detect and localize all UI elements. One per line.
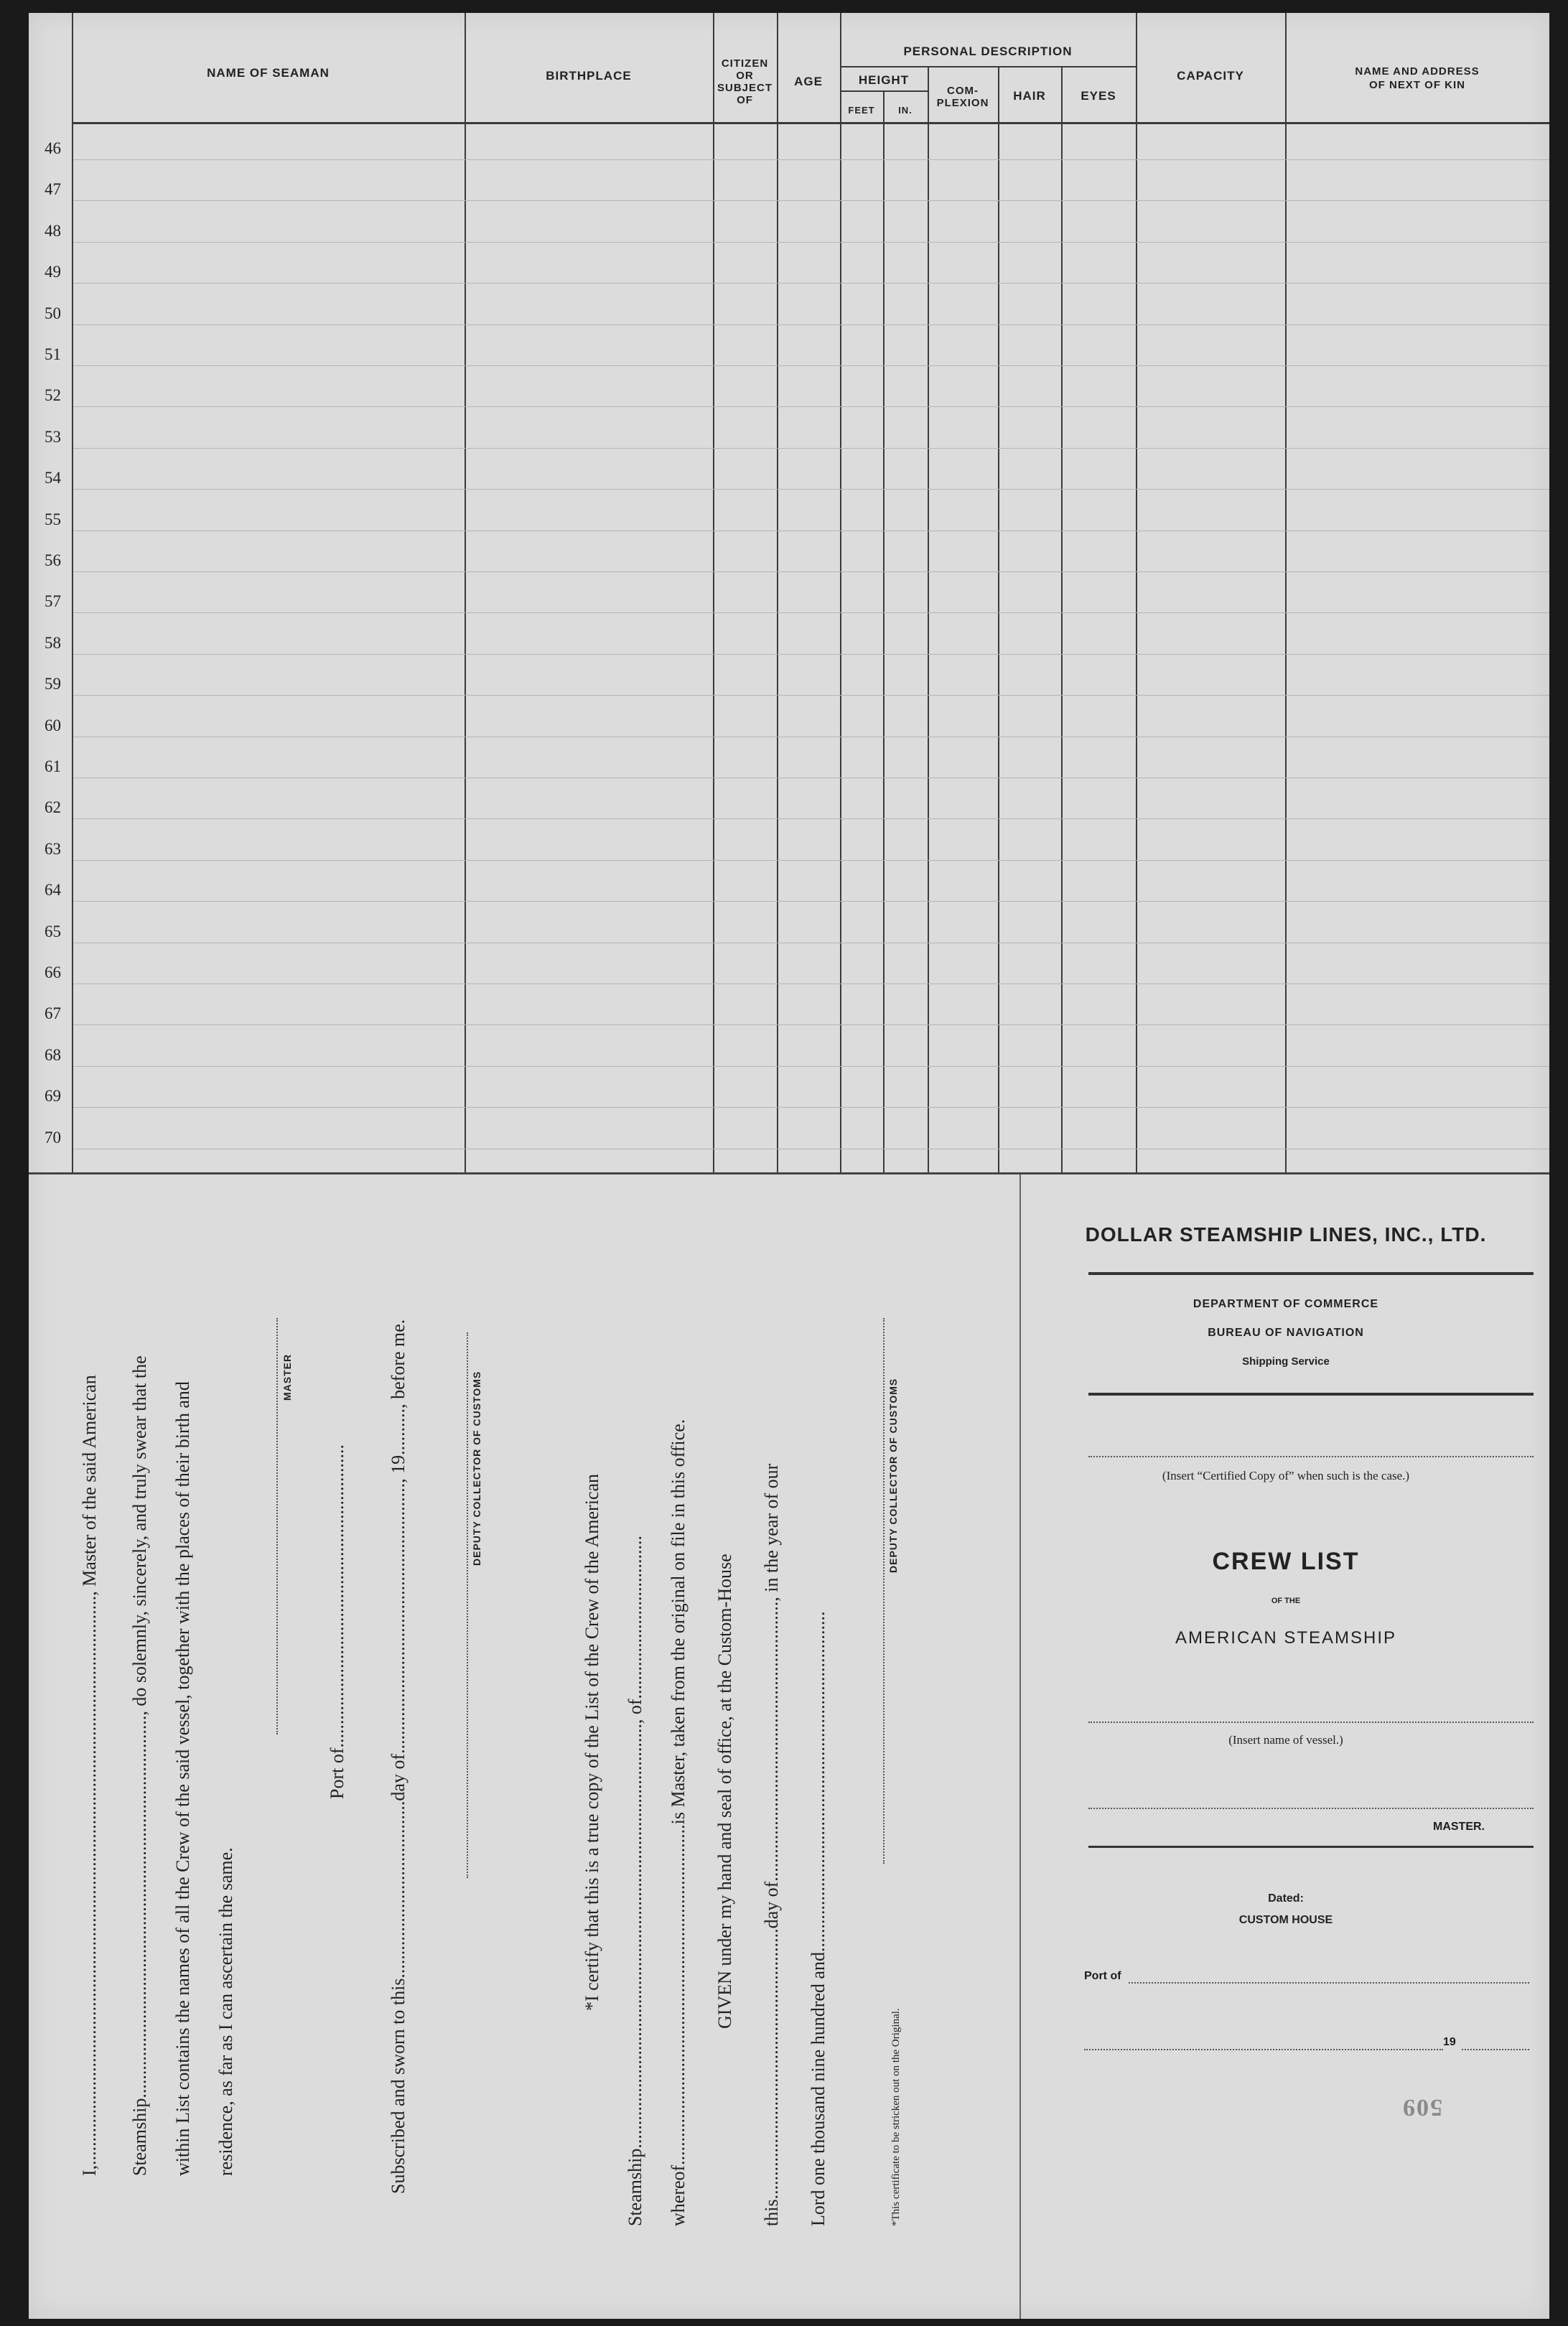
row-number: 69 [45,1087,61,1106]
dated-label: Dated: [1268,1892,1304,1905]
bureau-label: BUREAU OF NAVIGATION [1208,1327,1364,1339]
row-rule [73,159,1549,160]
row-number: 51 [45,345,61,363]
row-number: 64 [45,881,61,900]
vessel-name-line [1088,1722,1534,1723]
row-rule [73,818,1549,819]
row-number: 66 [45,963,61,981]
row-rule [73,1024,1549,1025]
header-hair: HAIR [1013,89,1046,103]
row-number: 68 [45,1045,61,1064]
row-number: 63 [45,839,61,858]
master-name-line [1088,1808,1534,1809]
port-of-line [1129,1982,1529,1984]
row-number: 56 [45,551,61,569]
row-number: 52 [45,386,61,405]
oath-line-3: within List contains the names of all the Crew of the said vessel, together with the places of their birth and [172,1381,193,2176]
row-number: 47 [45,180,61,199]
oath-line-1: I,.........................................................................................................................., Master of the said American [79,1375,100,2176]
row-rule [73,695,1549,696]
archive-stamp-number: 509 [1401,2094,1442,2121]
insert-certified-note: (Insert “Certified Copy of” when such is the case.) [1162,1469,1410,1482]
row-rule [73,448,1549,449]
oath-line-4: residence, as far as I can ascertain the same. [215,1847,236,2176]
document-page [29,13,1549,2319]
deputy-signature-line-2 [883,1318,885,1864]
port-of-line: Port of................................................................. [327,1444,347,1799]
year-line [1462,2049,1529,2050]
row-number: 65 [45,922,61,940]
row-number: 60 [45,716,61,734]
row-number: 58 [45,633,61,652]
row-rule [73,612,1549,613]
custom-house-label: CUSTOM HOUSE [1238,1914,1333,1926]
oath-line-2: Steamship.................................................................................., do solemnly, sincerely, and truly swear that the [129,1355,150,2176]
header-complexion: COM- PLEXION [936,85,989,109]
master-rule [1088,1846,1534,1848]
row-rule [73,901,1549,902]
row-rule [73,777,1549,778]
header-inches: IN. [898,105,913,116]
row-rule [73,200,1549,201]
company-name: DOLLAR STEAMSHIP LINES, INC., LTD. [1085,1223,1487,1246]
row-rule [73,406,1549,407]
date-line [1084,2049,1443,2050]
deputy-collector-label-2: DEPUTY COLLECTOR OF CUSTOMS [887,1378,899,1573]
row-rule [73,1107,1549,1108]
header-height: HEIGHT [858,73,910,87]
row-number: 48 [45,221,61,240]
row-number: 46 [45,139,61,157]
certify-line-1: *I certify that this is a true copy of the List of the Crew of the American [582,1474,602,2011]
cover-panel [1019,1174,1551,2319]
header-feet: FEET [848,105,875,116]
deputy-collector-label-1: DEPUTY COLLECTOR OF CUSTOMS [471,1370,482,1566]
header-personal-description: PERSONAL DESCRIPTION [903,45,1073,58]
certify-line-4: GIVEN under my hand and seal of office, at the Custom-House [714,1554,735,2029]
row-number: 70 [45,1128,61,1146]
row-number: 49 [45,263,61,281]
department-label: DEPARTMENT OF COMMERCE [1193,1298,1379,1310]
row-rule [73,1066,1549,1067]
row-rule [73,242,1549,243]
insert-vessel-note: (Insert name of vessel.) [1228,1733,1343,1747]
subscribed-sworn-line: Subscribed and sworn to this......................................day of.........................................................., 19.........., before me. [388,1319,409,2194]
american-steamship-label: AMERICAN STEAMSHIP [1175,1628,1397,1648]
row-number: 55 [45,510,61,528]
master-cover-label: MASTER. [1433,1821,1485,1833]
row-rule [73,571,1549,572]
row-rule [73,860,1549,861]
header-name-of-seaman: NAME OF SEAMAN [207,66,330,80]
row-number: 59 [45,675,61,693]
row-number: 50 [45,304,61,322]
crew-table [29,13,1549,1174]
certify-line-3: whereof.........................................................................is Master, taken from the original on file in this office. [668,1419,689,2226]
row-rule [73,489,1549,490]
row-rule [73,324,1549,325]
row-number: 62 [45,798,61,817]
certificate-footnote: *This certificate to be stricken out on the Original. [890,2008,902,2226]
row-number: 53 [45,427,61,446]
row-rule [73,654,1549,655]
company-rule [1088,1272,1534,1275]
service-label: Shipping Service [1242,1355,1330,1368]
certified-copy-line [1088,1456,1534,1457]
certify-line-2: Steamship..........................................................................................., of................................... [625,1536,645,2226]
certify-line-5: this..........................................................day of............................................................, in the year of our [761,1463,782,2226]
master-signature-line [276,1318,278,1734]
crew-list-title: CREW LIST [1212,1548,1360,1575]
deputy-signature-line-1 [467,1332,468,1878]
year-prefix: 19 [1443,2036,1456,2048]
port-of-label: Port of [1084,1970,1121,1982]
master-label: MASTER [281,1353,293,1401]
row-number: 67 [45,1004,61,1023]
header-next-of-kin: NAME AND ADDRESS OF NEXT OF KIN [1355,65,1480,91]
header-capacity: CAPACITY [1177,69,1244,83]
row-number: 57 [45,592,61,611]
row-rule [73,365,1549,366]
row-rule [73,283,1549,284]
row-number: 61 [45,757,61,775]
header-birthplace: BIRTHPLACE [546,69,632,83]
table-rows [29,13,1549,1172]
department-rule [1088,1393,1534,1396]
header-citizen: CITIZEN OR SUBJECT OF [717,57,773,106]
header-age: AGE [794,75,823,88]
oath-section [29,1174,1019,2319]
certify-line-6: Lord one thousand nine hundred and......................................................................... [808,1611,829,2226]
row-number: 54 [45,469,61,487]
header-eyes: EYES [1081,89,1116,103]
of-the-label: OF THE [1271,1597,1301,1605]
